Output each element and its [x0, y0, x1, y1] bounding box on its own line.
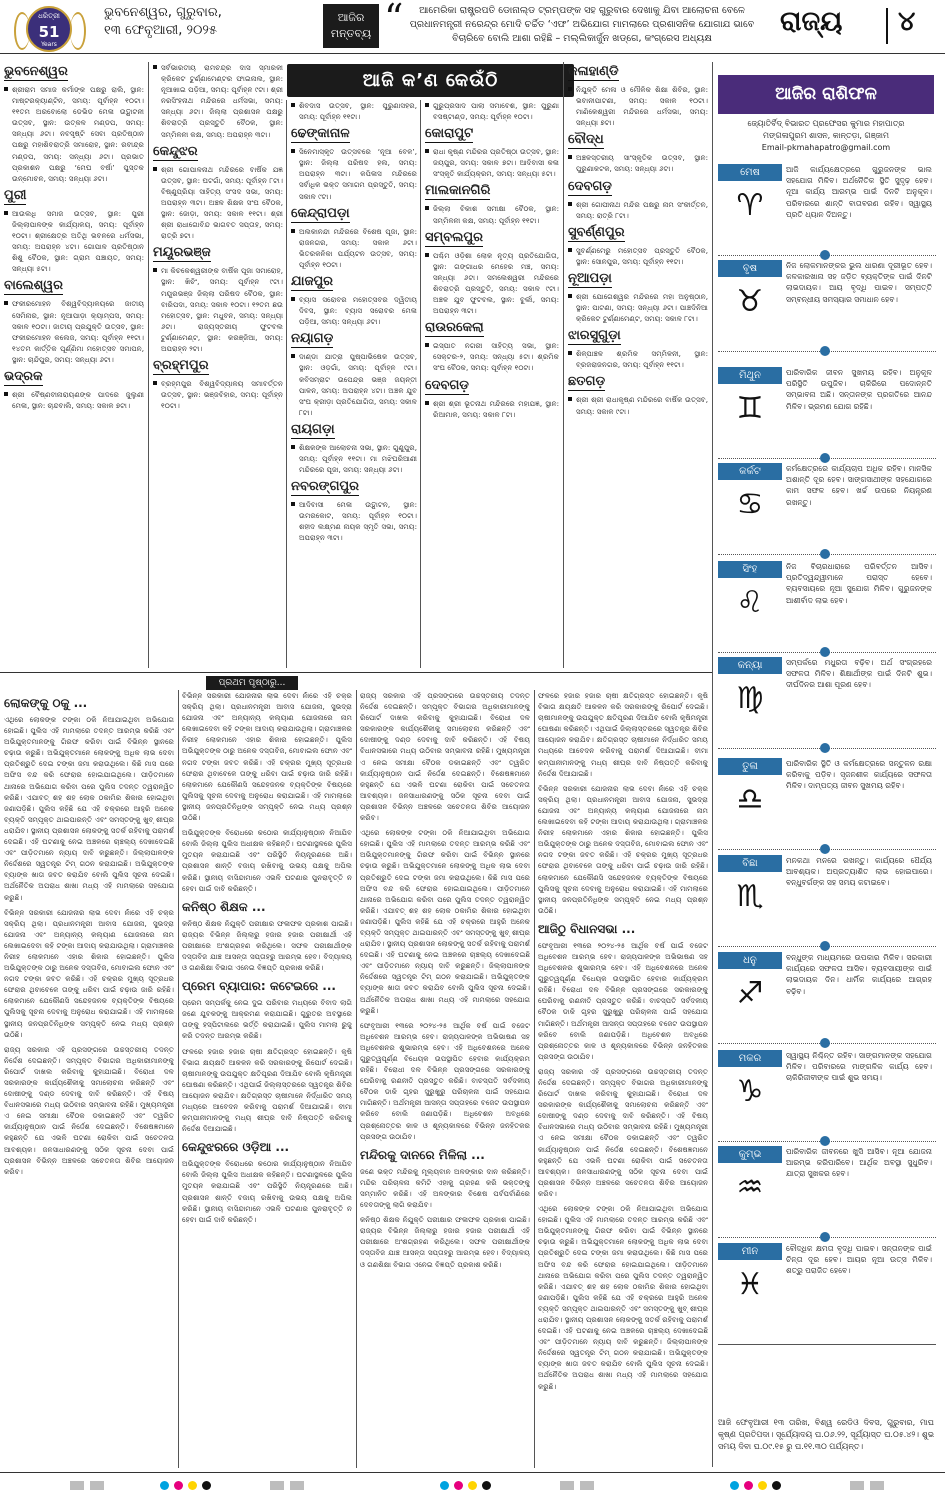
- sign-label: କର୍କଟ: [718, 463, 782, 480]
- astrologer-email: Email-pkmahapatro@gmail.com: [761, 143, 891, 152]
- city-heading: ଦେବଗଡ଼: [568, 178, 612, 194]
- story-headline: ଆଜିଠୁ ବିଧାନସଭା ...: [538, 921, 636, 936]
- city-heading: ଛତଗଡ଼: [568, 374, 606, 390]
- event-item: ଅଞ୍ଚଳସ୍ତରୀୟ ସାଂସ୍କୃତିକ ଉତ୍ସବ, ସ୍ଥାନ: ପୁରୁଣାକଟକ, ସମୟ: ସନ୍ଧ୍ୟା ୬ଟା।: [568, 152, 708, 174]
- horoscope-byline: [718, 118, 934, 154]
- event-item: ନିଯୁକ୍ତି ମେଳା ଓ ମୌଳିକ ଶିକ୍ଷା ଶିବିର, ସ୍ଥାନ: ଭବାନୀପାଟଣା, ସମୟ: ସକାଳ ୧୦ଟା। ମାଣିକେଶ୍ୱରୀ ମନ୍ଦିରରେ ଧର୍ମସଭା, ସମୟ: ସନ୍ଧ୍ୟା ୭ଟା।: [568, 84, 708, 128]
- sign-forecast: ନିଜ ବିଚାରଧାରାରେ ପରିବର୍ତ୍ତନ ଆସିବ। ପ୍ରତିଦ୍ୱନ୍ଦ୍ୱୀମାନେ ପରାସ୍ତ ହେବେ। ବ୍ୟବସାୟରେ ନୂଆ ସୁଯୋଗ ମିଳିବ। ଗୁରୁଜନଙ୍କ ଆଶୀର୍ବାଦ ଲାଭ ହେବ।: [786, 562, 932, 605]
- sign-divider: [718, 351, 936, 356]
- continued-tag: ପ୍ରଥମ ପୃଷ୍ଠାରୁ...: [206, 676, 298, 690]
- city-heading: ପୁରୀ: [4, 187, 27, 203]
- libra-icon: ♎: [736, 782, 764, 817]
- event-item: ସିନେମାସ୍କୃତ ଉତ୍ସବରେ ‘ନୂଆ ବେଳ’, ସ୍ଥାନ: ଜିଲ୍ଲା ପରିଷଦ ହଲ, ସମୟ: ଅପରାହ୍ନ ୩ଟା। କପିଳାସ ମନ୍ଦିରରେ ସର୍ବାଧିକ ଭକ୍ତ ସମାଗମ ପ୍ରସ୍ତୁତି, ସମୟ: ସକାଳ ୯ଟା।: [291, 146, 417, 201]
- city-heading: କେନ୍ଦ୍ରାପଡ଼ା: [291, 205, 350, 221]
- story-body: ଫେବୃଆରୀ ୧୩ରେ ୨୦୨୪-୨୫ ଆର୍ଥିକ ବର୍ଷ ପାଇଁ ବଜେଟ ଅଧିବେଶନ ଆରମ୍ଭ ହେବ। ରାଜ୍ୟପାଳଙ୍କ ଅଭିଭାଷଣ ସହ ଅଧିବେଶନର ଶୁଭାରମ୍ଭ ହେବ। ଏହି ଅଧିବେଶନରେ ଅନେକ ଗୁରୁତ୍ୱପୂର୍ଣ୍ଣ ବିଧେୟକ ଉପସ୍ଥାପିତ ହେବାର କାର୍ଯ୍ୟକ୍ରମ ରହିଛି। ବିରୋଧୀ ଦଳ ବିଭିନ୍ନ ପ୍ରସଙ୍ଗରେ ସରକାରଙ୍କୁ ଘେରିବାକୁ ରଣନୀତି ପ୍ରସ୍ତୁତ କରିଛି। ବାଚସ୍ପତି ସର୍ବଦଳୀୟ ବୈଠକ ଡାକି ଗୃହର ସୁରୁଖୁରୁ ପରିଚାଳନା ପାଇଁ ସହଯୋଗ ମାଗିଛନ୍ତି। ଅର୍ଥମନ୍ତ୍ରୀ ଆସନ୍ତା ସପ୍ତାହରେ ବଜେଟ ଉପସ୍ଥାପନ କରିବେ ବୋଲି ଜଣାପଡ଼ିଛି। ଅଧିବେଶନ ଅବଧିରେ ପ୍ରଶ୍ନୋତ୍ତର କାଳ ଓ ଶୂନ୍ୟକାଳରେ ବିଭିନ୍ନ ଜନହିତକର ପ୍ରସଙ୍ଗ ଉଠାଯିବ।: [360, 1020, 530, 1141]
- sign-label: ବିଛା: [718, 855, 782, 872]
- sign-forecast: କର୍ମକ୍ଷେତ୍ରରେ କାର୍ଯ୍ୟଚାପ ଅଧିକ ରହିବ। ମାନସିକ ଅଶାନ୍ତି ଦୂର ହେବ। ସାଙ୍ଗସାଥୀଙ୍କ ସହଯୋଗରେ କାମ ସଫଳ ହେବ। ଖର୍ଚ୍ଚ ଉପରେ ନିୟନ୍ତ୍ରଣ ରଖନ୍ତୁ।: [786, 464, 932, 507]
- section-title: [772, 6, 932, 46]
- logo-number: 51: [38, 23, 60, 41]
- sign-divider: [718, 748, 936, 753]
- event-item: ବ୍ୟାସ ସରୋବର ମହୋତ୍ସବର ଦ୍ୱିତୀୟ ଦିବସ, ସ୍ଥାନ: ବ୍ୟାସ ସରୋବର ମେଳା ପଡ଼ିଆ, ସମୟ: ସନ୍ଧ୍ୟା ୬ଟା।: [291, 294, 417, 327]
- gemini-icon: ♊: [736, 391, 764, 426]
- event-item: ଆଉଲଧି ସମାଜ ଉତ୍ସବ, ସ୍ଥାନ: ପୁରୀ ଜିଲ୍ଲାପାଳଙ୍କ କାର୍ଯ୍ୟାଳୟ, ସମୟ: ପୂର୍ବାହ୍ନ ୧୦ଟା। ଶ୍ରୀକ୍ଷେତ୍ର ଅତିଥି ଭବନରେ ଧର୍ମସଭା, ସମୟ: ଅପରାହ୍ନ ୪ଟା। ଗୋପାଳ ପ୍ରତିଷ୍ଠାନ ଶିଶୁ ବୈଠକ, ସ୍ଥାନ: ଗ୍ରାମ ପଞ୍ଚାୟତ, ସମୟ: ସନ୍ଧ୍ୟା ୫ଟା।: [4, 208, 144, 275]
- aquarius-icon: ♒: [736, 1170, 764, 1205]
- page-number: ୪: [898, 6, 916, 37]
- city-heading: ସୁବର୍ଣ୍ଣପୁର: [568, 224, 625, 240]
- capricorn-icon: ♑: [736, 1074, 764, 1109]
- city-heading: ନୟାଗଡ଼: [291, 331, 334, 347]
- sign-label: ସିଂହ: [718, 561, 782, 578]
- sign-forecast: ପାରିବାରିକ ଜୀବନରେ ଖୁସି ଆସିବ। ନୂଆ ଯୋଜନା ଆରମ୍ଭ କରିପାରିବେ। ଆର୍ଥିକ ଅବସ୍ଥା ସୁଧୁରିବ। ଯାତ୍ରା ସୁଖକର ହେବ।: [786, 1147, 932, 1179]
- city-heading: ରାୟଗଡ଼ା: [291, 421, 335, 437]
- city-heading: ଦେବଗଡ଼: [425, 377, 469, 393]
- event-item: ଶିଳ୍ପାଞ୍ଚଳ ଶ୍ରମିକ ସମ୍ମିଳନୀ, ସ୍ଥାନ: ବ୍ରଜରାଜନଗର, ସମୟ: ପୂର୍ବାହ୍ନ ୧୧ଟା।: [568, 348, 708, 370]
- event-item: ଶିକ୍ଷକଙ୍କ ଆଲୋଚନା ସଭା, ସ୍ଥାନ: ଗୁଣୁପୁର, ସମୟ: ପୂର୍ବାହ୍ନ ୧୧ଟା। ମା ମଝିଘରିଆଣୀ ମନ୍ଦିରରେ ପୂଜା, ସମୟ: ସନ୍ଧ୍ୟା ୬ଟା।: [291, 442, 417, 475]
- story-headline: କେନ୍ଦୁଝରରେ ଓଡ଼ିଆ ...: [182, 1140, 290, 1155]
- column-divider: [534, 690, 535, 1468]
- sign-tula: [718, 758, 936, 850]
- city-heading: ଭଦ୍ରକ: [4, 368, 43, 384]
- story-column-1: [4, 690, 174, 1468]
- event-item: ଶ୍ରୀ ଶ୍ରୀ ରାଧାକୃଷ୍ଣ ମନ୍ଦିରରେ ବାର୍ଷିକ ଉତ୍ସବ, ସମୟ: ସକାଳ ୯ଟା।: [568, 394, 708, 416]
- column-divider: [286, 100, 287, 668]
- city-heading: କେନ୍ଦୁଝର: [153, 143, 198, 159]
- events-banner: ଆଜି କ’ଣ କେଉଁଠି: [287, 64, 574, 97]
- story-body: କନିଷ୍ଠ ଶିକ୍ଷକ ନିଯୁକ୍ତି ପରୀକ୍ଷାର ଫଳାଫଳ ପ୍ରକାଶ ପାଇଛି। ରାଜ୍ୟର ବିଭିନ୍ନ ଜିଲ୍ଲାରୁ ହଜାର ହଜାର ପରୀକ୍ଷାର୍ଥୀ ଏହି ପରୀକ୍ଷାରେ ଅଂଶଗ୍ରହଣ କରିଥିଲେ। ସଫଳ ପରୀକ୍ଷାର୍ଥୀଙ୍କ ଦସ୍ତାବିଜ ଯାଞ୍ଚ ଆସନ୍ତା ସପ୍ତାହରୁ ଆରମ୍ଭ ହେବ। ବିଦ୍ୟାଳୟ ଓ ଗଣଶିକ୍ଷା ବିଭାଗ ଏନେଇ ବିଜ୍ଞପ୍ତି ପ୍ରକାଶ କରିଛି।: [360, 1215, 530, 1269]
- scorpio-icon: ♏: [736, 879, 764, 914]
- sign-divider: [718, 946, 936, 951]
- pisces-icon: ♓: [736, 1267, 764, 1302]
- print-registration-marks: [0, 1478, 945, 1494]
- event-item: ଶ୍ରୀରାମ ସମାଜ କର୍ମାଙ୍କ ପକ୍ଷରୁ ରାଲି, ସ୍ଥାନ: ମାଷ୍ଟରକ୍ୟାଣ୍ଟିନ, ସମୟ: ପୂର୍ବାହ୍ନ ୧୦ଟା। ୧୧ତମ ଅରବୋଲୋ ଡେଭିଡ ମେଳା ଉଦ୍ଘାଟନୀ ଉତ୍ସବ, ସ୍ଥାନ: ଉତ୍କଳ ମଣ୍ଡପ, ସମୟ: ସନ୍ଧ୍ୟା ୬ଟା। ନବସୃଷ୍ଟି ସେବା ପ୍ରତିଷ୍ଠାନ ପକ୍ଷରୁ ମହାଶିବରାତ୍ରି ସମାରୋହ, ସ୍ଥାନ: ରବୀନ୍ଦ୍ର ମଣ୍ଡପ, ସମୟ: ସନ୍ଧ୍ୟା ୬ଟା। ପ୍ରଭାତ ପ୍ରକାଶନ ପକ୍ଷରୁ ‘ମେଘ ବର୍ଷା’ ପୁସ୍ତକ ଉନ୍ମୋଚନ, ସମୟ: ସନ୍ଧ୍ୟା ୬ଟା।: [4, 84, 144, 184]
- quote-text: ଆମେରିକା ରାଷ୍ଟ୍ରପତି ଡୋନାଲ୍ଡ ଟ୍ରମ୍ପଙ୍କ ସହ ଗୁରୁବାର ଦେଖାକୁ ଯିବା ଆଲୋଚନା ବେଳେ ପ୍ରଧାନମନ୍ତ୍ରୀ ନରେନ୍ଦ୍ର ମୋଦି ଚର୍ଚ୍ଚିତ ‘ଏଫ’ ଅଭିଯୋଗ ମାମଲାରେ ପ୍ରଶାସନିକ ଯୋଗାଯ ଭାବେ ବିଚାରିବେ ବୋଲି ଆଶା ରହିଛି – ମଲ୍ଲିକାର୍ଜୁନ ଖଡ୍ଗେ, କଂଗ୍ରେସ ଅଧ୍ୟକ୍ଷ: [409, 5, 755, 44]
- dateline: [104, 4, 314, 40]
- sign-label: ମିଥୁନ: [718, 367, 782, 384]
- story-headline: ଲୋକଙ୍କୁ ଠକୁ ...: [4, 696, 88, 710]
- sign-divider: [718, 1237, 936, 1242]
- event-item: ଶ୍ରୀ ଶ୍ରୀ ଭୂତନାଥ ମନ୍ଦିରରେ ମହାଯଜ୍ଞ, ସ୍ଥାନ: ରିଆମାଳ, ସମୟ: ସକାଳ ୮ଟା।: [425, 398, 559, 420]
- event-item: ଇସ୍ପାତ ନଗରୀ ସାହିତ୍ୟ ସଭା, ସ୍ଥାନ: ସେକ୍ଟର-୨, ସମୟ: ସନ୍ଧ୍ୟା ୫ଟା। ଶ୍ରମିକ ସଂଘ ବୈଠକ, ସମୟ: ପୂର୍ବାହ୍ନ ୧୦ଟା।: [425, 340, 559, 373]
- city-heading: ନବରଙ୍ଗପୁର: [291, 479, 360, 495]
- story-body: ଫଳରେ ହଜାର ହଜାର ଚାଷୀ କ୍ଷତିଗ୍ରସ୍ତ ହୋଇଛନ୍ତି। କୃଷି ବିଭାଗ କ୍ଷୟକ୍ଷତି ଆକଳନ କରି ସରକାରଙ୍କୁ ରିପୋର୍ଟ ଦେଇଛି। ଚାଷୀମାନଙ୍କୁ ଉପଯୁକ୍ତ କ୍ଷତିପୂରଣ ଦିଆଯିବ ବୋଲି କୃଷିମନ୍ତ୍ରୀ ଘୋଷଣା କରିଛନ୍ତି। ଏଥିପାଇଁ ଜିଲ୍ଲାସ୍ତରରେ ସ୍ୱତନ୍ତ୍ର ଶିବିର ଆୟୋଜନ କରାଯିବ। କ୍ଷତିଗ୍ରସ୍ତ ଚାଷୀମାନେ ନିର୍ଦ୍ଧାରିତ ସମୟ ମଧ୍ୟରେ ଆବେଦନ କରିବାକୁ ପରାମର୍ଶ ଦିଆଯାଇଛି। ବୀମା କମ୍ପାନୀମାନଙ୍କୁ ମଧ୍ୟ ଶୀଘ୍ର ଦାବି ନିଷ୍ପତ୍ତି କରିବାକୁ ନିର୍ଦ୍ଦେଶ ଦିଆଯାଇଛି।: [182, 1046, 352, 1134]
- column-divider: [148, 62, 149, 668]
- logo-masthead-text: ଧରିତ୍ରୀ: [38, 12, 60, 20]
- events-column-4: [425, 100, 559, 668]
- sign-forecast: ସମ୍ପର୍କରେ ମଧୁରତା ବଢ଼ିବ। ଅର୍ଥ ସଂଗ୍ରହରେ ସଫଳତା ମିଳିବ। ଶିକ୍ଷାର୍ଥୀଙ୍କ ପାଇଁ ଦିନଟି ଶୁଭ। ଦୀର୍ଘଦିନର ଆଶା ପୂରଣ ହେବ।: [786, 658, 932, 690]
- section-rule: [0, 672, 712, 673]
- story-body: ଫେବୃଆରୀ ୧୩ରେ ୨୦୨୪-୨୫ ଆର୍ଥିକ ବର୍ଷ ପାଇଁ ବଜେଟ ଅଧିବେଶନ ଆରମ୍ଭ ହେବ। ରାଜ୍ୟପାଳଙ୍କ ଅଭିଭାଷଣ ସହ ଅଧିବେଶନର ଶୁଭାରମ୍ଭ ହେବ। ଏହି ଅଧିବେଶନରେ ଅନେକ ଗୁରୁତ୍ୱପୂର୍ଣ୍ଣ ବିଧେୟକ ଉପସ୍ଥାପିତ ହେବାର କାର୍ଯ୍ୟକ୍ରମ ରହିଛି। ବିରୋଧୀ ଦଳ ବିଭିନ୍ନ ପ୍ରସଙ୍ଗରେ ସରକାରଙ୍କୁ ଘେରିବାକୁ ରଣନୀତି ପ୍ରସ୍ତୁତ କରିଛି। ବାଚସ୍ପତି ସର୍ବଦଳୀୟ ବୈଠକ ଡାକି ଗୃହର ସୁରୁଖୁରୁ ପରିଚାଳନା ପାଇଁ ସହଯୋଗ ମାଗିଛନ୍ତି। ଅର୍ଥମନ୍ତ୍ରୀ ଆସନ୍ତା ସପ୍ତାହରେ ବଜେଟ ଉପସ୍ଥାପନ କରିବେ ବୋଲି ଜଣାପଡ଼ିଛି। ଅଧିବେଶନ ଅବଧିରେ ପ୍ରଶ୍ନୋତ୍ତର କାଳ ଓ ଶୂନ୍ୟକାଳରେ ବିଭିନ୍ନ ଜନହିତକର ପ୍ରସଙ୍ଗ ଉଠାଯିବ।: [538, 940, 708, 1061]
- story-body: ଏଥିରେ ଲୋକଙ୍କ ଟଙ୍କା ଠକି ନିଆଯାଇଥିବା ଅଭିଯୋଗ ହୋଇଛି। ପୁଲିସ ଏହି ମାମଲାରେ ତଦନ୍ତ ଆରମ୍ଭ କରିଛି ଏବଂ ଅଭିଯୁକ୍ତମାନଙ୍କୁ ଗିରଫ କରିବା ପାଇଁ ବିଭିନ୍ନ ସ୍ଥାନରେ ଚଢ଼ାଉ କରୁଛି। ଅଭିଯୁକ୍ତମାନେ ଲୋକଙ୍କୁ ଅଧିକ ଲାଭ ଦେବା ପ୍ରତିଶ୍ରୁତି ଦେଇ ଟଙ୍କା ଜମା କରାଉଥିଲେ। କିଛି ମାସ ପରେ ଅଫିସ ବନ୍ଦ କରି ଫେରାର ହୋଇଯାଇଥିଲେ। ପୀଡ଼ିତମାନେ ଥାନାରେ ଅଭିଯୋଗ କରିବା ପରେ ପୁଲିସ ତଦନ୍ତ ତ୍ୱରାନ୍ୱିତ କରିଛି। ଏଯାବତ୍ ଶହ ଶହ ଲୋକ ଠକାମିର ଶିକାର ହୋଇଥିବା ଜଣାପଡ଼ିଛି। ପୁଲିସ କହିଛି ଯେ ଏହି ଚକ୍ରରେ ଆହୁରି ଅନେକ ବ୍ୟକ୍ତି ସମ୍ପୃକ୍ତ ଥାଇପାରନ୍ତି ଏବଂ ସମସ୍ତଙ୍କୁ ଖୁବ୍ ଶୀଘ୍ର ଧରାଯିବ। ସ୍ଥାନୀୟ ପ୍ରଶାସନ ଲୋକଙ୍କୁ ସତର୍କ ରହିବାକୁ ପରାମର୍ଶ ଦେଇଛି। ଏହି ଘଟଣାକୁ ନେଇ ଅଞ୍ଚଳରେ ଚାଞ୍ଚଲ୍ୟ ଦେଖାଦେଇଛି ଏବଂ ପୀଡ଼ିତମାନେ ନ୍ୟାୟ ଦାବି କରୁଛନ୍ତି। ଜିଲ୍ଲାପାଳଙ୍କ ନିର୍ଦ୍ଦେଶରେ ସ୍ୱତନ୍ତ୍ର ଟିମ୍ ଗଠନ କରାଯାଇଛି। ଅଭିଯୁକ୍ତଙ୍କ ବ୍ୟାଙ୍କ ଖାତା ଜବତ କରାଯିବ ବୋଲି ପୁଲିସ ସୂଚନା ଦେଇଛି। ଅର୍ଥନୈତିକ ଅପରାଧ ଶାଖା ମଧ୍ୟ ଏହି ମାମଲାରେ ସହଯୋଗ କରୁଛି।: [4, 715, 174, 902]
- story-body: ଫଳରେ ହଜାର ହଜାର ଚାଷୀ କ୍ଷତିଗ୍ରସ୍ତ ହୋଇଛନ୍ତି। କୃଷି ବିଭାଗ କ୍ଷୟକ୍ଷତି ଆକଳନ କରି ସରକାରଙ୍କୁ ରିପୋର୍ଟ ଦେଇଛି। ଚାଷୀମାନଙ୍କୁ ଉପଯୁକ୍ତ କ୍ଷତିପୂରଣ ଦିଆଯିବ ବୋଲି କୃଷିମନ୍ତ୍ରୀ ଘୋଷଣା କରିଛନ୍ତି। ଏଥିପାଇଁ ଜିଲ୍ଲାସ୍ତରରେ ସ୍ୱତନ୍ତ୍ର ଶିବିର ଆୟୋଜନ କରାଯିବ। କ୍ଷତିଗ୍ରସ୍ତ ଚାଷୀମାନେ ନିର୍ଦ୍ଧାରିତ ସମୟ ମଧ୍ୟରେ ଆବେଦନ କରିବାକୁ ପରାମର୍ଶ ଦିଆଯାଇଛି। ବୀମା କମ୍ପାନୀମାନଙ୍କୁ ମଧ୍ୟ ଶୀଘ୍ର ଦାବି ନିଷ୍ପତ୍ତି କରିବାକୁ ନିର୍ଦ୍ଦେଶ ଦିଆଯାଇଛି।: [538, 691, 708, 778]
- events-column-5: [568, 62, 708, 668]
- story-body: ଜଣେ ଭକ୍ତ ମନ୍ଦିରକୁ ମୂଲ୍ୟବାନ ଅଳଙ୍କାର ଦାନ କରିଛନ୍ତି। ମନ୍ଦିର ପରିଚାଳନା କମିଟି ଏହାକୁ ଗ୍ରହଣ କରି ଭକ୍ତଙ୍କୁ ସମ୍ମାନିତ କରିଛି। ଏହି ଅଳଙ୍କାର ବିଶେଷ ପର୍ବପର୍ବାଣିରେ ଦେବତାଙ୍କୁ ଲାଗି କରାଯିବ।: [360, 1166, 530, 1210]
- event-item: ସର୍ବଭାରତୀୟ ରାମଚନ୍ଦ୍ର ଦାସ ସ୍ମାରକୀ କ୍ରିକେଟ ଟୁର୍ଣ୍ଣାମେଣ୍ଟର ଫାଇନାଲ, ସ୍ଥାନ: ନୂଆଖାଇ ପଡ଼ିଆ, ସମୟ: ପୂର୍ବାହ୍ନ ୯ଟା। ଶ୍ରୀ ନରସିଂହନାଥ ମନ୍ଦିରରେ ଧର୍ମସଭା, ସମୟ: ସନ୍ଧ୍ୟା ୬ଟା। ଜିଲ୍ଲା ପ୍ରଶାସନ ପକ୍ଷରୁ ଶିବରାତ୍ରି ପ୍ରସ୍ତୁତି ବୈଠକ, ସ୍ଥାନ: ସମ୍ମିଳନୀ କକ୍ଷ, ସମୟ: ଅପରାହ୍ନ ୩ଟା।: [153, 62, 283, 140]
- event-item: ସୁବର୍ଣ୍ଣମେରୁ ମହୋତ୍ସବ ପ୍ରସ୍ତୁତି ବୈଠକ, ସ୍ଥାନ: ସୋନପୁର, ସମୟ: ପୂର୍ବାହ୍ନ ୧୧ଟା।: [568, 245, 708, 267]
- astrologer-name: ଜ୍ୟୋତିର୍ବିଦ୍ ବିଭାରତ ପ୍ରଫେସର କୁମାର ମହାପାତ୍ର: [747, 119, 905, 128]
- column-divider: [563, 62, 564, 668]
- story-body: କନିଷ୍ଠ ଶିକ୍ଷକ ନିଯୁକ୍ତି ପରୀକ୍ଷାର ଫଳାଫଳ ପ୍ରକାଶ ପାଇଛି। ରାଜ୍ୟର ବିଭିନ୍ନ ଜିଲ୍ଲାରୁ ହଜାର ହଜାର ପରୀକ୍ଷାର୍ଥୀ ଏହି ପରୀକ୍ଷାରେ ଅଂଶଗ୍ରହଣ କରିଥିଲେ। ସଫଳ ପରୀକ୍ଷାର୍ଥୀଙ୍କ ଦସ୍ତାବିଜ ଯାଞ୍ଚ ଆସନ୍ତା ସପ୍ତାହରୁ ଆରମ୍ଭ ହେବ। ବିଦ୍ୟାଳୟ ଓ ଗଣଶିକ୍ଷା ବିଭାଗ ଏନେଇ ବିଜ୍ଞପ୍ତି ପ୍ରକାଶ କରିଛି।: [182, 918, 352, 973]
- events-column-3: [291, 100, 417, 668]
- event-item: ଶିବଦାସ ଉତ୍ସବ, ସ୍ଥାନ: ପୁରୁଣାସହର, ସମୟ: ପୂର୍ବାହ୍ନ ୧୧ଟା।: [291, 100, 417, 122]
- story-column-4: [538, 690, 708, 1468]
- column-divider: [178, 690, 179, 1468]
- city-heading: ଝାରସୁଗୁଡ଼ା: [568, 328, 621, 344]
- sign-meena: [718, 1243, 936, 1335]
- sign-label: ମୀନ: [718, 1243, 782, 1260]
- event-item: ଶ୍ରୀ ଗୋପାଳନାଥ ମନ୍ଦିରରେ ବାର୍ଷିକ ଯଜ୍ଞ ଉତ୍ସବ, ସ୍ଥାନ: ଘଟଗାଁ, ସମୟ: ପୂର୍ବାହ୍ନ ୮ଟା। ବିଷ୍ଣୁପ୍ରିୟା ସାହିତ୍ୟ ସଂସଦ ସଭା, ସମୟ: ଅପରାହ୍ନ ୩ଟା। ଅଞ୍ଚଳ ଶିକ୍ଷକ ସଂଘ ବୈଠକ, ସ୍ଥାନ: ଜୋଡ଼ା, ସମୟ: ସକାଳ ୧୧ଟା। ଶ୍ରୀ ଶ୍ରୀ ରାଧାଗୋବିନ୍ଦ ଭାଗବତ ସପ୍ତାହ, ସମୟ: ରାତ୍ରି ୭ଟା।: [153, 164, 283, 242]
- story-body: ଅଭିଯୁକ୍ତଙ୍କ ବିରୋଧରେ କଠୋର କାର୍ଯ୍ୟାନୁଷ୍ଠାନ ନିଆଯିବ ବୋଲି ଜିଲ୍ଲା ପୁଲିସ ଅଧୀକ୍ଷକ କହିଛନ୍ତି। ଘଟଣାସ୍ଥଳରେ ପୁଲିସ ମୁତୟନ କରାଯାଇଛି ଏବଂ ପରିସ୍ଥିତି ନିୟନ୍ତ୍ରଣରେ ଅଛି। ପ୍ରଶାସନ ଶାନ୍ତି ବଜାୟ ରଖିବାକୁ ଉଭୟ ପକ୍ଷକୁ ଅପିଲ କରିଛି। ସ୍ଥାନୀୟ ବାସିନ୍ଦାମାନେ ଏଭଳି ଘଟଣାର ପୁନରାବୃତ୍ତି ନ ହେବା ପାଇଁ ଦାବି କରିଛନ୍ତି।: [182, 828, 352, 893]
- quote-label: ଆଜିର ମନ୍ତବ୍ୟ: [323, 4, 379, 48]
- sign-label: ମକର: [718, 1050, 782, 1067]
- sign-label: କୁମ୍ଭ: [718, 1146, 782, 1163]
- city-heading: ଭୁବନେଶ୍ୱର: [4, 64, 68, 79]
- story-body: ଏଥିରେ ଲୋକଙ୍କ ଟଙ୍କା ଠକି ନିଆଯାଇଥିବା ଅଭିଯୋଗ ହୋଇଛି। ପୁଲିସ ଏହି ମାମଲାରେ ତଦନ୍ତ ଆରମ୍ଭ କରିଛି ଏବଂ ଅଭିଯୁକ୍ତମାନଙ୍କୁ ଗିରଫ କରିବା ପାଇଁ ବିଭିନ୍ନ ସ୍ଥାନରେ ଚଢ଼ାଉ କରୁଛି। ଅଭିଯୁକ୍ତମାନେ ଲୋକଙ୍କୁ ଅଧିକ ଲାଭ ଦେବା ପ୍ରତିଶ୍ରୁତି ଦେଇ ଟଙ୍କା ଜମା କରାଉଥିଲେ। କିଛି ମାସ ପରେ ଅଫିସ ବନ୍ଦ କରି ଫେରାର ହୋଇଯାଇଥିଲେ। ପୀଡ଼ିତମାନେ ଥାନାରେ ଅଭିଯୋଗ କରିବା ପରେ ପୁଲିସ ତଦନ୍ତ ତ୍ୱରାନ୍ୱିତ କରିଛି। ଏଯାବତ୍ ଶହ ଶହ ଲୋକ ଠକାମିର ଶିକାର ହୋଇଥିବା ଜଣାପଡ଼ିଛି। ପୁଲିସ କହିଛି ଯେ ଏହି ଚକ୍ରରେ ଆହୁରି ଅନେକ ବ୍ୟକ୍ତି ସମ୍ପୃକ୍ତ ଥାଇପାରନ୍ତି ଏବଂ ସମସ୍ତଙ୍କୁ ଖୁବ୍ ଶୀଘ୍ର ଧରାଯିବ। ସ୍ଥାନୀୟ ପ୍ରଶାସନ ଲୋକଙ୍କୁ ସତର୍କ ରହିବାକୁ ପରାମର୍ଶ ଦେଇଛି। ଏହି ଘଟଣାକୁ ନେଇ ଅଞ୍ଚଳରେ ଚାଞ୍ଚଲ୍ୟ ଦେଖାଦେଇଛି ଏବଂ ପୀଡ଼ିତମାନେ ନ୍ୟାୟ ଦାବି କରୁଛନ୍ତି। ଜିଲ୍ଲାପାଳଙ୍କ ନିର୍ଦ୍ଦେଶରେ ସ୍ୱତନ୍ତ୍ର ଟିମ୍ ଗଠନ କରାଯାଇଛି। ଅଭିଯୁକ୍ତଙ୍କ ବ୍ୟାଙ୍କ ଖାତା ଜବତ କରାଯିବ ବୋଲି ପୁଲିସ ସୂଚନା ଦେଇଛି। ଅର୍ଥନୈତିକ ଅପରାଧ ଶାଖା ମଧ୍ୟ ଏହି ମାମଲାରେ ସହଯୋଗ କରୁଛି।: [538, 1204, 708, 1391]
- event-item: ଜିଲ୍ଲା ବିକାଶ ସମୀକ୍ଷା ବୈଠକ, ସ୍ଥାନ: ସମ୍ମିଳନୀ କକ୍ଷ, ସମୟ: ପୂର୍ବାହ୍ନ ୧୧ଟା।: [425, 203, 559, 225]
- events-column-2: [153, 62, 283, 668]
- city-heading: ମାଲକାନଗିରି: [425, 183, 491, 199]
- sign-simha: [718, 561, 936, 653]
- city-heading: ବାଲେଶ୍ୱର: [4, 278, 63, 294]
- sagittarius-icon: ♐: [736, 976, 764, 1011]
- story-body: ବିଭିନ୍ନ ସରକାରୀ ଯୋଜନାର ଲାଭ ଦେବା ନାଁରେ ଏହି ଚକ୍ର ସକ୍ରିୟ ଥିଲା। ପ୍ରଧାନମନ୍ତ୍ରୀ ଆବାସ ଯୋଜନା, ସୁଭଦ୍ରା ଯୋଜନା ଏବଂ ଅନ୍ୟାନ୍ୟ କଲ୍ୟାଣ ଯୋଜନାରେ ନାମ ଲେଖାଇଦେବା କହି ଟଙ୍କା ଆଦାୟ କରାଯାଉଥିଲା। ଗ୍ରାମାଞ୍ଚଳର ନିରୀହ ଲୋକମାନେ ଏହାର ଶିକାର ହୋଇଛନ୍ତି। ପୁଲିସ ଅଭିଯୁକ୍ତଙ୍କ ଠାରୁ ଅନେକ ଦସ୍ତାବିଜ, ମୋବାଇଲ ଫୋନ ଏବଂ ନଗଦ ଟଙ୍କା ଜବତ କରିଛି। ଏହି ଚକ୍ରର ମୁଖ୍ୟ ସୂତ୍ରଧର ଫେରାର ଥିବାବେଳେ ତାଙ୍କୁ ଧରିବା ପାଇଁ ଚଢ଼ାଉ ଜାରି ରହିଛି। ଲୋକମାନେ ଯେକୌଣସି ସନ୍ଦେହଜନକ ବ୍ୟକ୍ତିଙ୍କ ବିଷୟରେ ପୁଲିସକୁ ସୂଚନା ଦେବାକୁ ଅନୁରୋଧ କରାଯାଇଛି। ଏହି ମାମଲାରେ ସ୍ଥାନୀୟ ଜନପ୍ରତିନିଧିଙ୍କ ସମ୍ପୃକ୍ତି ନେଇ ମଧ୍ୟ ପ୍ରଶ୍ନ ଉଠିଛି।: [4, 907, 174, 1039]
- horoscope-title: ଆଜିର ରାଶିଫଳ: [718, 75, 934, 114]
- sign-forecast: ନିଜ ଲୋକମାନଙ୍କର ଭୁଲ ଧାରଣା ଦୂରୀଭୂତ ହେବ। କଳକାରଖାନା ସହ ଜଡ଼ିତ ବ୍ୟକ୍ତିଙ୍କ ପାଇଁ ଦିନଟି ଲାଭଦାୟକ। ଆୟ ବୃଦ୍ଧି ପାଇବ। ସମ୍ପତ୍ତି ସମ୍ବନ୍ଧୀୟ ସମସ୍ୟାର ସମାଧାନ ହେବ।: [786, 261, 932, 304]
- story-body: ବିଭିନ୍ନ ସରକାରୀ ଯୋଜନାର ଲାଭ ଦେବା ନାଁରେ ଏହି ଚକ୍ର ସକ୍ରିୟ ଥିଲା। ପ୍ରଧାନମନ୍ତ୍ରୀ ଆବାସ ଯୋଜନା, ସୁଭଦ୍ରା ଯୋଜନା ଏବଂ ଅନ୍ୟାନ୍ୟ କଲ୍ୟାଣ ଯୋଜନାରେ ନାମ ଲେଖାଇଦେବା କହି ଟଙ୍କା ଆଦାୟ କରାଯାଉଥିଲା। ଗ୍ରାମାଞ୍ଚଳର ନିରୀହ ଲୋକମାନେ ଏହାର ଶିକାର ହୋଇଛନ୍ତି। ପୁଲିସ ଅଭିଯୁକ୍ତଙ୍କ ଠାରୁ ଅନେକ ଦସ୍ତାବିଜ, ମୋବାଇଲ ଫୋନ ଏବଂ ନଗଦ ଟଙ୍କା ଜବତ କରିଛି। ଏହି ଚକ୍ରର ମୁଖ୍ୟ ସୂତ୍ରଧର ଫେରାର ଥିବାବେଳେ ତାଙ୍କୁ ଧରିବା ପାଇଁ ଚଢ଼ାଉ ଜାରି ରହିଛି। ଲୋକମାନେ ଯେକୌଣସି ସନ୍ଦେହଜନକ ବ୍ୟକ୍ତିଙ୍କ ବିଷୟରେ ପୁଲିସକୁ ସୂଚନା ଦେବାକୁ ଅନୁରୋଧ କରାଯାଇଛି। ଏହି ମାମଲାରେ ସ୍ଥାନୀୟ ଜନପ୍ରତିନିଧିଙ୍କ ସମ୍ପୃକ୍ତି ନେଇ ମଧ୍ୟ ପ୍ରଶ୍ନ ଉଠିଛି।: [538, 783, 708, 915]
- city-heading: ନୂଆପଡ଼ା: [568, 270, 612, 286]
- sign-forecast: ପାରିବାରିକ ସ୍ଥିତି ଓ କର୍ମକ୍ଷେତ୍ରରେ ସନ୍ତୁଳନ ରକ୍ଷା କରିବାକୁ ପଡ଼ିବ। ସୃଜନଶୀଳ କାର୍ଯ୍ୟରେ ସଫଳତା ମିଳିବ। ଦାମ୍ପତ୍ୟ ଜୀବନ ସୁଖମୟ ରହିବ।: [786, 759, 932, 791]
- city-heading: କୋରାପୁଟ: [425, 126, 474, 142]
- sign-label: କନ୍ୟା: [718, 657, 782, 674]
- story-body: ପ୍ରେମ ସମ୍ପର୍କକୁ ନେଇ ଦୁଇ ପରିବାର ମଧ୍ୟରେ ବିବାଦ ଲାଗି ଜଣେ ଯୁବକଙ୍କୁ ଆକ୍ରମଣ କରାଯାଇଛି। ଗୁରୁତର ଅବସ୍ଥାରେ ତାଙ୍କୁ ହସ୍ପିଟାଲରେ ଭର୍ତ୍ତି କରାଯାଇଛି। ପୁଲିସ ମାମଲା ରୁଜୁ କରି ତଦନ୍ତ ଆରମ୍ଭ କରିଛି।: [182, 998, 352, 1041]
- story-headline: ମନ୍ଦିରକୁ ଦାନରେ ମିଳିଲା ...: [360, 1147, 485, 1162]
- city-heading: ବୌଦ୍ଧ: [568, 132, 604, 148]
- story-headline: କନିଷ୍ଠ ଶିକ୍ଷକ ...: [182, 899, 266, 914]
- column-divider: [712, 62, 713, 1467]
- city-heading: ରାଉରକେଲା: [425, 320, 484, 336]
- taurus-icon: ♉: [736, 284, 764, 319]
- sign-kumbha: [718, 1146, 936, 1238]
- sign-divider: [718, 849, 936, 854]
- sign-divider: [718, 554, 936, 559]
- event-item: ଶ୍ରୀ ଗୋପୀନାଥ ମନ୍ଦିର ପକ୍ଷରୁ ନାମ ସଂକୀର୍ତ୍ତନ, ସମୟ: ରାତ୍ରି ୮ଟା।: [568, 199, 708, 221]
- city-heading: କଳାହାଣ୍ଡି: [568, 64, 619, 79]
- column-divider: [420, 100, 421, 668]
- city-heading: ମୟୂରଭଞ୍ଜ: [153, 245, 211, 261]
- event-item: ଅଲକାନନ୍ଦା ମନ୍ଦିରରେ ବିଶେଷ ପୂଜା, ସ୍ଥାନ: ରାଜନଗର, ସମୟ: ସକାଳ ୬ଟା। ଭିତରକନିକା ପର୍ଯ୍ୟଟନ ଉତ୍ସବ, ସମୟ: ପୂର୍ବାହ୍ନ ୧୦ଟା।: [291, 226, 417, 270]
- laurel-right-icon: [70, 12, 86, 50]
- event-item: ମା କିଚକେଶ୍ୱରୀଙ୍କ ବାର୍ଷିକ ପୂଜା ସମାରୋହ, ସ୍ଥାନ: ଖିଚିଂ, ସମୟ: ପୂର୍ବାହ୍ନ ୯ଟା। ମୟୂରଭଞ୍ଜ ଜିଲ୍ଲା ପରିଷଦ ବୈଠକ, ସ୍ଥାନ: ବାରିପଦା, ସମୟ: ସକାଳ ୧୦ଟା। ୧୨ତମ ଛଉ ମହୋତ୍ସବ, ସ୍ଥାନ: ମଧୁବନ, ସମୟ: ସନ୍ଧ୍ୟା ୬ଟା। ରାଜ୍ୟସ୍ତରୀୟ ଫୁଟବଲ ଟୁର୍ଣ୍ଣାମେଣ୍ଟ, ସ୍ଥାନ: କରଞ୍ଜିଆ, ସମୟ: ଅପରାହ୍ନ ୨ଟା।: [153, 265, 283, 354]
- header-rule: [0, 53, 945, 54]
- event-item: ବ୍ରହ୍ମପୁର ବିଶ୍ୱବିଦ୍ୟାଳୟ ସମାବର୍ତ୍ତନ ଉତ୍ସବ, ସ୍ଥାନ: ଭଞ୍ଜବିହାର, ସମୟ: ପୂର୍ବାହ୍ନ ୧୦ଟା।: [153, 378, 283, 411]
- sign-forecast: ପାରିବାରିକ ଜୀବନ ସୁଖମୟ ରହିବ। ଅନୁକୂଳ ପରିସ୍ଥିତି ଉପୁଜିବ। ଚାକିରିରେ ପଦୋନ୍ନତି ସମ୍ଭାବନା ଅଛି। ସନ୍ତାନଙ୍କ ପ୍ରଗତିରେ ଆନନ୍ଦ ମିଳିବ। ଭ୍ରମଣ ଯୋଗ ରହିଛି।: [786, 368, 932, 411]
- section-name: ରାଜ୍ୟ: [780, 6, 843, 37]
- sign-bichha: [718, 855, 936, 947]
- section-divider: [886, 8, 888, 44]
- sign-dhanu: [718, 952, 936, 1044]
- sign-forecast: ସ୍ୱାସ୍ଥ୍ୟ ନିଶ୍ଚିନ୍ତ ରହିବ। ସାଙ୍ଗମାନଙ୍କ ସହଯୋଗ ମିଳିବ। ପରିବାରରେ ମାଙ୍ଗଳିକ କାର୍ଯ୍ୟ ହେବ। ଚାକିରିଜୀବୀଙ୍କ ପାଇଁ ଶୁଭ ସମୟ।: [786, 1051, 932, 1083]
- event-item: ଦାଣ୍ଡା ଯାତ୍ରା ପୁଷ୍ପାଭିଷେକ ଉତ୍ସବ, ସ୍ଥାନ: ଓଡ଼ଗାଁ, ସମୟ: ପୂର୍ବାହ୍ନ ୯ଟା। କବିସମ୍ରାଟ ଉପେନ୍ଦ୍ର ଭଞ୍ଜ ଜୟନ୍ତୀ ପାଳନ, ସମୟ: ଅପରାହ୍ନ ୪ଟା। ଅଞ୍ଚଳ ଯୁବ ସଂଘ କ୍ରୀଡ଼ା ପ୍ରତିଯୋଗିତା, ସମୟ: ସକାଳ ୮ଟା।: [291, 351, 417, 418]
- story-column-3: [360, 690, 530, 1468]
- quote-mark-icon: “: [384, 0, 404, 40]
- anniversary-logo: [14, 6, 84, 54]
- sign-label: ବୃଷ: [718, 260, 782, 277]
- city-heading: ଢେଙ୍କାନାଳ: [291, 126, 350, 142]
- event-item: ଶ୍ରୀ ବୈଷ୍ଣବୀନାରାୟଣଙ୍କ ପାଦରେ ଜୁଲୁଣୀ ମେଳା, ସ୍ଥାନ: ଚାନ୍ଦବାଲି, ସମୟ: ସକାଳ ୭ଟା।: [4, 389, 144, 411]
- dateline-place: ଭୁବନେଶ୍ୱର, ଗୁରୁବାର,: [104, 5, 222, 20]
- city-heading: ସମ୍ବଲପୁର: [425, 229, 483, 245]
- event-item: ଫକୀରମୋହନ ବିଶ୍ୱବିଦ୍ୟାଳୟରେ ଜାତୀୟ ସେମିନାର, ସ୍ଥାନ: ନୂଆପାଡ଼ା କ୍ୟାମ୍ପସ, ସମୟ: ସକାଳ ୧୦ଟା। ଜାତୀୟ ପ୍ରଯୁକ୍ତି ଉତ୍ସବ, ସ୍ଥାନ: ଫକୀରମୋହନ କଲେଜ, ସମୟ: ପୂର୍ବାହ୍ନ ୧୧ଟା। ୧୪ତମ କାର୍ତ୍ତିକ ପୂର୍ଣ୍ଣିମା ମହୋତ୍ସବ ସମାପନ, ସ୍ଥାନ: ଚାନ୍ଦିପୁର, ସମୟ: ସନ୍ଧ୍ୟା ୬ଟା।: [4, 298, 144, 365]
- story-body: ରାଜ୍ୟ ସରକାର ଏହି ପ୍ରସଙ୍ଗରେ ଉଚ୍ଚସ୍ତରୀୟ ତଦନ୍ତ ନିର୍ଦ୍ଦେଶ ଦେଇଛନ୍ତି। ସମ୍ପୃକ୍ତ ବିଭାଗର ଅଧିକାରୀମାନଙ୍କୁ ରିପୋର୍ଟ ଦାଖଲ କରିବାକୁ କୁହାଯାଇଛି। ବିରୋଧୀ ଦଳ ସରକାରଙ୍କ କାର୍ଯ୍ୟଶୈଳୀକୁ ସମାଲୋଚନା କରିଛନ୍ତି ଏବଂ ଦୋଷୀଙ୍କୁ ଦଣ୍ଡ ଦେବାକୁ ଦାବି କରିଛନ୍ତି। ଏହି ବିଷୟ ବିଧାନସଭାରେ ମଧ୍ୟ ଉଠିବାର ସମ୍ଭାବନା ରହିଛି। ମୁଖ୍ୟମନ୍ତ୍ରୀ ଏ ନେଇ ସମୀକ୍ଷା ବୈଠକ ଡକାଇଛନ୍ତି ଏବଂ ତ୍ୱରିତ କାର୍ଯ୍ୟାନୁଷ୍ଠାନ ପାଇଁ ନିର୍ଦ୍ଦେଶ ଦେଇଛନ୍ତି। ବିଶେଷଜ୍ଞମାନେ କହୁଛନ୍ତି ଯେ ଏଭଳି ଘଟଣା ରୋକିବା ପାଇଁ ସଚେତନତା ଆବଶ୍ୟକ। ଜନସାଧାରଣଙ୍କୁ ସଠିକ ସୂଚନା ଦେବା ପାଇଁ ପ୍ରଶାସନ ବିଭିନ୍ନ ଅଞ୍ଚଳରେ ସଚେତନତା ଶିବିର ଆୟୋଜନ କରିବ।: [538, 1066, 708, 1198]
- story-headline: ପ୍ରେମ ବ୍ୟାପାର: କଟେଇରେ ...: [182, 979, 336, 994]
- sign-divider: [718, 1043, 936, 1048]
- event-item: ଗୁରୁପ୍ରସାଦ ପାଲା ସମାବେଶ, ସ୍ଥାନ: ପୁରୁଣା ବସଷ୍ଟାଣ୍ଡ, ସମୟ: ପୂର୍ବାହ୍ନ ୧୦ଟା।: [425, 100, 559, 122]
- sign-label: ମେଷ: [718, 164, 782, 181]
- story-body: ଏଥିରେ ଲୋକଙ୍କ ଟଙ୍କା ଠକି ନିଆଯାଇଥିବା ଅଭିଯୋଗ ହୋଇଛି। ପୁଲିସ ଏହି ମାମଲାରେ ତଦନ୍ତ ଆରମ୍ଭ କରିଛି ଏବଂ ଅଭିଯୁକ୍ତମାନଙ୍କୁ ଗିରଫ କରିବା ପାଇଁ ବିଭିନ୍ନ ସ୍ଥାନରେ ଚଢ଼ାଉ କରୁଛି। ଅଭିଯୁକ୍ତମାନେ ଲୋକଙ୍କୁ ଅଧିକ ଲାଭ ଦେବା ପ୍ରତିଶ୍ରୁତି ଦେଇ ଟଙ୍କା ଜମା କରାଉଥିଲେ। କିଛି ମାସ ପରେ ଅଫିସ ବନ୍ଦ କରି ଫେରାର ହୋଇଯାଇଥିଲେ। ପୀଡ଼ିତମାନେ ଥାନାରେ ଅଭିଯୋଗ କରିବା ପରେ ପୁଲିସ ତଦନ୍ତ ତ୍ୱରାନ୍ୱିତ କରିଛି। ଏଯାବତ୍ ଶହ ଶହ ଲୋକ ଠକାମିର ଶିକାର ହୋଇଥିବା ଜଣାପଡ଼ିଛି। ପୁଲିସ କହିଛି ଯେ ଏହି ଚକ୍ରରେ ଆହୁରି ଅନେକ ବ୍ୟକ୍ତି ସମ୍ପୃକ୍ତ ଥାଇପାରନ୍ତି ଏବଂ ସମସ୍ତଙ୍କୁ ଖୁବ୍ ଶୀଘ୍ର ଧରାଯିବ। ସ୍ଥାନୀୟ ପ୍ରଶାସନ ଲୋକଙ୍କୁ ସତର୍କ ରହିବାକୁ ପରାମର୍ଶ ଦେଇଛି। ଏହି ଘଟଣାକୁ ନେଇ ଅଞ୍ଚଳରେ ଚାଞ୍ଚଲ୍ୟ ଦେଖାଦେଇଛି ଏବଂ ପୀଡ଼ିତମାନେ ନ୍ୟାୟ ଦାବି କରୁଛନ୍ତି। ଜିଲ୍ଲାପାଳଙ୍କ ନିର୍ଦ୍ଦେଶରେ ସ୍ୱତନ୍ତ୍ର ଟିମ୍ ଗଠନ କରାଯାଇଛି। ଅଭିଯୁକ୍ତଙ୍କ ବ୍ୟାଙ୍କ ଖାତା ଜବତ କରାଯିବ ବୋଲି ପୁଲିସ ସୂଚନା ଦେଇଛି। ଅର୍ଥନୈତିକ ଅପରାଧ ଶାଖା ମଧ୍ୟ ଏହି ମାମଲାରେ ସହଯୋଗ କରୁଛି।: [360, 828, 530, 1015]
- logo-years: Years: [41, 41, 57, 48]
- event-item: ରାଧା କୃଷ୍ଣ ମନ୍ଦିରର ପ୍ରତିଷ୍ଠା ଉତ୍ସବ, ସ୍ଥାନ: ଜୟପୁର, ସମୟ: ସକାଳ ୭ଟା। ଆଦିବାସୀ କଳା ସଂସ୍କୃତି କାର୍ଯ୍ୟକ୍ରମ, ସମୟ: ସନ୍ଧ୍ୟା ୫ଟା।: [425, 146, 559, 179]
- cancer-icon: ♋: [736, 487, 764, 522]
- sign-karkata: [718, 463, 936, 555]
- sign-forecast: ଆଜି କାର୍ଯ୍ୟକ୍ଷେତ୍ରରେ ଗୁରୁଜନଙ୍କ ଭାଲ ସହଯୋଗ ମିଳିବ। ଅର୍ଥନୈତିକ ସ୍ଥିତି ସୁଦୃଢ଼ ହେବ। ନୂଆ କାର୍ଯ୍ୟ ଆରମ୍ଭ ପାଇଁ ଦିନଟି ଅନୁକୂଳ। ପରିବାରରେ ଶାନ୍ତି ବାତାବରଣ ରହିବ। ସ୍ୱାସ୍ଥ୍ୟ ପ୍ରତି ଧ୍ୟାନ ଦିଅନ୍ତୁ।: [786, 165, 932, 219]
- story-body: ଅଭିଯୁକ୍ତଙ୍କ ବିରୋଧରେ କଠୋର କାର୍ଯ୍ୟାନୁଷ୍ଠାନ ନିଆଯିବ ବୋଲି ଜିଲ୍ଲା ପୁଲିସ ଅଧୀକ୍ଷକ କହିଛନ୍ତି। ଘଟଣାସ୍ଥଳରେ ପୁଲିସ ମୁତୟନ କରାଯାଇଛି ଏବଂ ପରିସ୍ଥିତି ନିୟନ୍ତ୍ରଣରେ ଅଛି। ପ୍ରଶାସନ ଶାନ୍ତି ବଜାୟ ରଖିବାକୁ ଉଭୟ ପକ୍ଷକୁ ଅପିଲ କରିଛି। ସ୍ଥାନୀୟ ବାସିନ୍ଦାମାନେ ଏଭଳି ଘଟଣାର ପୁନରାବୃତ୍ତି ନ ହେବା ପାଇଁ ଦାବି କରିଛନ୍ତି।: [182, 1159, 352, 1224]
- event-item: ଆଦିବାସୀ ମେଳା ଉଦ୍ଘାଟନ, ସ୍ଥାନ: ଉମରକୋଟ, ସମୟ: ପୂର୍ବାହ୍ନ ୧୦ଟା। ଶହୀଦ ଲକ୍ଷ୍ମଣ ନାୟକ ସ୍ମୃତି ସଭା, ସମୟ: ଅପରାହ୍ନ ୩ଟା।: [291, 499, 417, 543]
- column-divider: [356, 690, 357, 1468]
- city-heading: ଯାଜପୁର: [291, 274, 334, 290]
- sign-vrusha: [718, 260, 936, 352]
- story-body: ରାଜ୍ୟ ସରକାର ଏହି ପ୍ରସଙ୍ଗରେ ଉଚ୍ଚସ୍ତରୀୟ ତଦନ୍ତ ନିର୍ଦ୍ଦେଶ ଦେଇଛନ୍ତି। ସମ୍ପୃକ୍ତ ବିଭାଗର ଅଧିକାରୀମାନଙ୍କୁ ରିପୋର୍ଟ ଦାଖଲ କରିବାକୁ କୁହାଯାଇଛି। ବିରୋଧୀ ଦଳ ସରକାରଙ୍କ କାର୍ଯ୍ୟଶୈଳୀକୁ ସମାଲୋଚନା କରିଛନ୍ତି ଏବଂ ଦୋଷୀଙ୍କୁ ଦଣ୍ଡ ଦେବାକୁ ଦାବି କରିଛନ୍ତି। ଏହି ବିଷୟ ବିଧାନସଭାରେ ମଧ୍ୟ ଉଠିବାର ସମ୍ଭାବନା ରହିଛି। ମୁଖ୍ୟମନ୍ତ୍ରୀ ଏ ନେଇ ସମୀକ୍ଷା ବୈଠକ ଡକାଇଛନ୍ତି ଏବଂ ତ୍ୱରିତ କାର୍ଯ୍ୟାନୁଷ୍ଠାନ ପାଇଁ ନିର୍ଦ୍ଦେଶ ଦେଇଛନ୍ତି। ବିଶେଷଜ୍ଞମାନେ କହୁଛନ୍ତି ଯେ ଏଭଳି ଘଟଣା ରୋକିବା ପାଇଁ ସଚେତନତା ଆବଶ୍ୟକ। ଜନସାଧାରଣଙ୍କୁ ସଠିକ ସୂଚନା ଦେବା ପାଇଁ ପ୍ରଶାସନ ବିଭିନ୍ନ ଅଞ୍ଚଳରେ ସଚେତନତା ଶିବିର ଆୟୋଜନ କରିବ।: [4, 1044, 174, 1176]
- sign-makara: [718, 1050, 936, 1142]
- sign-mesha: [718, 164, 936, 256]
- footer-rule: [0, 1472, 945, 1473]
- astrologer-address: ମଙ୍ଗଳାପୁରମ ଶାସନ, କାନ୍ତଡ଼ା, ଗଞ୍ଜାମ: [763, 131, 889, 140]
- panchang-note: ଆଜି ଫେବୃଆରୀ ୧୩ ତାରିଖ, ବିଶ୍ୱ ରେଡିଓ ଦିବସ, ଗୁରୁବାର, ମାଘ କୃଷ୍ଣ ପ୍ରତିପଦା। ସୂର୍ଯ୍ୟୋଦୟ ଘ.୦୬.୨୨, ସୂର୍ଯ୍ୟାସ୍ତ ଘ.୦୫.୪୨। ଶୁଭ ସମୟ ଦିବା ଘ.୦୯.୧୫ ରୁ ଘ.୧୧.୩୦ ପର୍ଯ୍ୟନ୍ତ।: [718, 1418, 934, 1451]
- story-body: ରାଜ୍ୟ ସରକାର ଏହି ପ୍ରସଙ୍ଗରେ ଉଚ୍ଚସ୍ତରୀୟ ତଦନ୍ତ ନିର୍ଦ୍ଦେଶ ଦେଇଛନ୍ତି। ସମ୍ପୃକ୍ତ ବିଭାଗର ଅଧିକାରୀମାନଙ୍କୁ ରିପୋର୍ଟ ଦାଖଲ କରିବାକୁ କୁହାଯାଇଛି। ବିରୋଧୀ ଦଳ ସରକାରଙ୍କ କାର୍ଯ୍ୟଶୈଳୀକୁ ସମାଲୋଚନା କରିଛନ୍ତି ଏବଂ ଦୋଷୀଙ୍କୁ ଦଣ୍ଡ ଦେବାକୁ ଦାବି କରିଛନ୍ତି। ଏହି ବିଷୟ ବିଧାନସଭାରେ ମଧ୍ୟ ଉଠିବାର ସମ୍ଭାବନା ରହିଛି। ମୁଖ୍ୟମନ୍ତ୍ରୀ ଏ ନେଇ ସମୀକ୍ଷା ବୈଠକ ଡକାଇଛନ୍ତି ଏବଂ ତ୍ୱରିତ କାର୍ଯ୍ୟାନୁଷ୍ଠାନ ପାଇଁ ନିର୍ଦ୍ଦେଶ ଦେଇଛନ୍ତି। ବିଶେଷଜ୍ଞମାନେ କହୁଛନ୍ତି ଯେ ଏଭଳି ଘଟଣା ରୋକିବା ପାଇଁ ସଚେତନତା ଆବଶ୍ୟକ। ଜନସାଧାରଣଙ୍କୁ ସଠିକ ସୂଚନା ଦେବା ପାଇଁ ପ୍ରଶାସନ ବିଭିନ୍ନ ଅଞ୍ଚଳରେ ସଚେତନତା ଶିବିର ଆୟୋଜନ କରିବ।: [360, 691, 530, 823]
- story-body: ବିଭିନ୍ନ ସରକାରୀ ଯୋଜନାର ଲାଭ ଦେବା ନାଁରେ ଏହି ଚକ୍ର ସକ୍ରିୟ ଥିଲା। ପ୍ରଧାନମନ୍ତ୍ରୀ ଆବାସ ଯୋଜନା, ସୁଭଦ୍ରା ଯୋଜନା ଏବଂ ଅନ୍ୟାନ୍ୟ କଲ୍ୟାଣ ଯୋଜନାରେ ନାମ ଲେଖାଇଦେବା କହି ଟଙ୍କା ଆଦାୟ କରାଯାଉଥିଲା। ଗ୍ରାମାଞ୍ଚଳର ନିରୀହ ଲୋକମାନେ ଏହାର ଶିକାର ହୋଇଛନ୍ତି। ପୁଲିସ ଅଭିଯୁକ୍ତଙ୍କ ଠାରୁ ଅନେକ ଦସ୍ତାବିଜ, ମୋବାଇଲ ଫୋନ ଏବଂ ନଗଦ ଟଙ୍କା ଜବତ କରିଛି। ଏହି ଚକ୍ରର ମୁଖ୍ୟ ସୂତ୍ରଧର ଫେରାର ଥିବାବେଳେ ତାଙ୍କୁ ଧରିବା ପାଇଁ ଚଢ଼ାଉ ଜାରି ରହିଛି। ଲୋକମାନେ ଯେକୌଣସି ସନ୍ଦେହଜନକ ବ୍ୟକ୍ତିଙ୍କ ବିଷୟରେ ପୁଲିସକୁ ସୂଚନା ଦେବାକୁ ଅନୁରୋଧ କରାଯାଇଛି। ଏହି ମାମଲାରେ ସ୍ଥାନୀୟ ଜନପ୍ରତିନିଧିଙ୍କ ସମ୍ପୃକ୍ତି ନେଇ ମଧ୍ୟ ପ୍ରଶ୍ନ ଉଠିଛି।: [182, 691, 352, 823]
- sign-label: ତୁଳା: [718, 758, 782, 775]
- sign-mithuna: [718, 367, 936, 459]
- dateline-date: ୧୩ ଫେବୃଆରୀ, ୨୦୨୫: [104, 23, 217, 38]
- story-column-2: [182, 690, 352, 1468]
- sign-forecast: ବନ୍ଧୁଙ୍କ ମାଧ୍ୟମରେ ଉପକାର ମିଳିବ। ସରକାରୀ କାର୍ଯ୍ୟରେ ସଫଳତା ଆସିବ। ବ୍ୟବସାୟୀଙ୍କ ପାଇଁ ଲାଭଦାୟକ ଦିନ। ଧାର୍ମିକ କାର୍ଯ୍ୟରେ ଆଗ୍ରହ ବଢ଼ିବ।: [786, 953, 932, 996]
- sign-forecast: ବୌଦ୍ଧିକ କ୍ଷମତା ବୃଦ୍ଧି ପାଇବ। ସନ୍ତାନଙ୍କ ପାଇଁ ଚିନ୍ତା ଦୂର ହେବ। ଆୟର ନୂଆ ଉତ୍ସ ମିଳିବ। ଶତ୍ରୁ ପରାଜିତ ହେବେ।: [786, 1244, 932, 1276]
- sign-kanya: [718, 657, 936, 749]
- sign-forecast: ମନକଥା ମନରେ ରଖନ୍ତୁ। କାର୍ଯ୍ୟରେ ଧୈର୍ଯ୍ୟ ଆବଶ୍ୟକ। ଅପ୍ରତ୍ୟାଶିତ ଲାଭ ହୋଇପାରେ। ବନ୍ଧୁବର୍ଗଙ୍କ ସହ ସମୟ କଟାଇବେ।: [786, 856, 932, 888]
- events-column-1: [4, 62, 144, 668]
- sign-label: ଧନୁ: [718, 952, 782, 969]
- leo-icon: ♌: [736, 585, 764, 620]
- horoscope-rule: [718, 1344, 936, 1345]
- aries-icon: ♈: [736, 188, 764, 223]
- virgo-icon: ♍: [736, 681, 764, 716]
- event-item: ପଶ୍ଚିମ ଓଡ଼ିଶା ଲୋକ ନୃତ୍ୟ ପ୍ରତିଯୋଗିତା, ସ୍ଥାନ: ଗଙ୍ଗାଧର ମେହେର ମଞ୍ଚ, ସମୟ: ସନ୍ଧ୍ୟା ୬ଟା। ସମଲେଶ୍ୱରୀ ମନ୍ଦିରରେ ଶିବରାତ୍ରି ପ୍ରସ୍ତୁତି, ସମୟ: ସକାଳ ୯ଟା। ଅଞ୍ଚଳ ଯୁବ ଫୁଟବଲ, ସ୍ଥାନ: ବୁର୍ଲା, ସମୟ: ଅପରାହ୍ନ ୩ଟା।: [425, 250, 559, 317]
- event-item: ଶ୍ରୀ ଯୋଗେଶ୍ୱର ମନ୍ଦିରରେ ମହା ଅନୁଷ୍ଠାନ, ସ୍ଥାନ: ପାଟଣା, ସମୟ: ସନ୍ଧ୍ୟା ୬ଟା। ପାଞ୍ଚଦିନିଆ କ୍ରିକେଟ ଟୁର୍ଣ୍ଣାମେଣ୍ଟ, ସମୟ: ସକାଳ ୮ଟା।: [568, 291, 708, 324]
- city-heading: ବ୍ରହ୍ମପୁର: [153, 358, 209, 374]
